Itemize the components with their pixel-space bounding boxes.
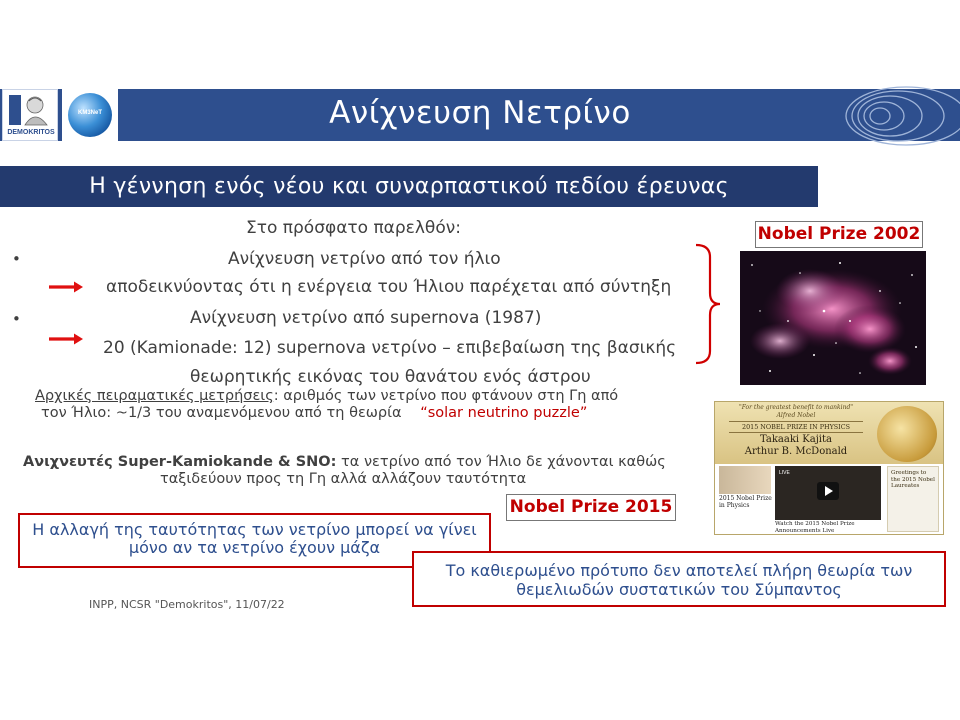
- slide-subtitle: Η γέννηση ενός νέου και συναρπαστικού πεδίου έρευνας: [89, 174, 729, 199]
- solar-puzzle-text: “solar neutrino puzzle”: [420, 405, 588, 421]
- solar-conclusion-text: αποδεικνύοντας ότι η ενέργεια του Ήλιου παρέχεται από σύντηξη: [106, 277, 672, 297]
- identity-change-callout: Η αλλαγή της ταυτότητας των νετρίνο μπορεί να γίνει μόνο αν τα νετρίνο έχουν μάζα: [18, 513, 491, 568]
- nebula-image-icon: [740, 251, 926, 385]
- initial-measurements-label: Αρχικές πειραματικές μετρήσεις: [35, 388, 274, 404]
- slide-footer: INPP, NCSR "Demokritos", 11/07/22: [89, 598, 285, 611]
- detectors-line: [23, 454, 666, 470]
- arrow-right-icon: [48, 332, 84, 346]
- supernova-theory-text: θεωρητικής εικόνας του θανάτου ενός άστρου: [190, 367, 591, 387]
- km3net-globe-icon: [68, 93, 112, 137]
- nobel-greetings-box: [887, 466, 939, 532]
- play-button[interactable]: [817, 482, 839, 500]
- neutrino-rings-icon: [840, 86, 960, 146]
- slide-title: Ανίχνευση Νετρίνο: [329, 95, 631, 131]
- detectors-label: Ανιχνευτές Super-Kamiokande & SNO:: [23, 454, 337, 470]
- demokritos-emblem-icon: [7, 93, 53, 127]
- nobel-2015-announcement-image: [714, 401, 944, 535]
- initial-measurements-line-2: [41, 405, 587, 421]
- detectors-line-2: ταξιδεύουν προς τη Γη αλλά αλλάζουν ταυτότητα: [160, 471, 527, 487]
- nobel-video[interactable]: [775, 466, 881, 520]
- right-brace-icon: [692, 243, 722, 365]
- supernova-count-text: 20 (Kamionade: 12) supernova νετρίνο – επιβεβαίωση της βασικής: [103, 338, 677, 358]
- supernova-nebula-image: [740, 251, 926, 385]
- initial-measurements-line2: τον Ήλιο: ~1/3 του αναμενόμενου από τη θεωρία: [41, 405, 402, 421]
- play-icon: [817, 482, 839, 500]
- nobel-signature: Alfred Nobel: [776, 412, 816, 419]
- km3net-caption: KM3NeT: [77, 110, 102, 116]
- laureate-1: Takaaki Kajita: [760, 434, 832, 445]
- km3net-logo: [62, 89, 118, 141]
- nobel-banner-title: 2015 NOBEL PRIZE IN PHYSICS: [729, 421, 863, 433]
- nobel-medal-icon: [877, 406, 937, 462]
- nobel-video-caption: Watch the 2015 Nobel Prize Announcements Live: [775, 521, 855, 534]
- demokritos-logo: [2, 89, 58, 141]
- arrow-right-icon: [48, 280, 84, 294]
- nobel-left-caption: 2015 Nobel Prize in Physics: [719, 495, 772, 509]
- laureate-photo: [719, 466, 771, 494]
- initial-measurements-line: [35, 388, 618, 404]
- bullet-1: •: [12, 250, 21, 268]
- demokritos-caption: DEMOKRITOS: [7, 129, 55, 136]
- nobel-motto: "For the greatest benefit to mankind": [738, 404, 854, 411]
- nobel-prize-2002-label: Nobel Prize 2002: [755, 221, 923, 248]
- supernova-detection-text: Ανίχνευση νετρίνο από supernova (1987): [190, 308, 542, 328]
- video-live-badge: LIVE: [779, 470, 790, 476]
- solar-detection-text: Ανίχνευση νετρίνο από τον ήλιο: [228, 249, 501, 269]
- laureate-2: Arthur B. McDonald: [744, 446, 848, 457]
- detectors-text: τα νετρίνο από τον Ήλιο δε χάνονται καθώς: [336, 454, 666, 470]
- standard-model-callout: Το καθιερωμένο πρότυπο δεν αποτελεί πλήρη θεωρία των θεμελιωδών συστατικών του Σύμπαντος: [412, 551, 946, 607]
- nobel-prize-2015-label: Nobel Prize 2015: [506, 494, 676, 521]
- recent-past-text: Στο πρόσφατο παρελθόν:: [246, 218, 461, 238]
- bullet-2: •: [12, 310, 21, 328]
- initial-measurements-text: : αριθμός των νετρίνο που φτάνουν στη Γη από: [273, 388, 619, 404]
- nobel-greetings-text: Greetings to the 2015 Nobel Laureates: [891, 470, 935, 489]
